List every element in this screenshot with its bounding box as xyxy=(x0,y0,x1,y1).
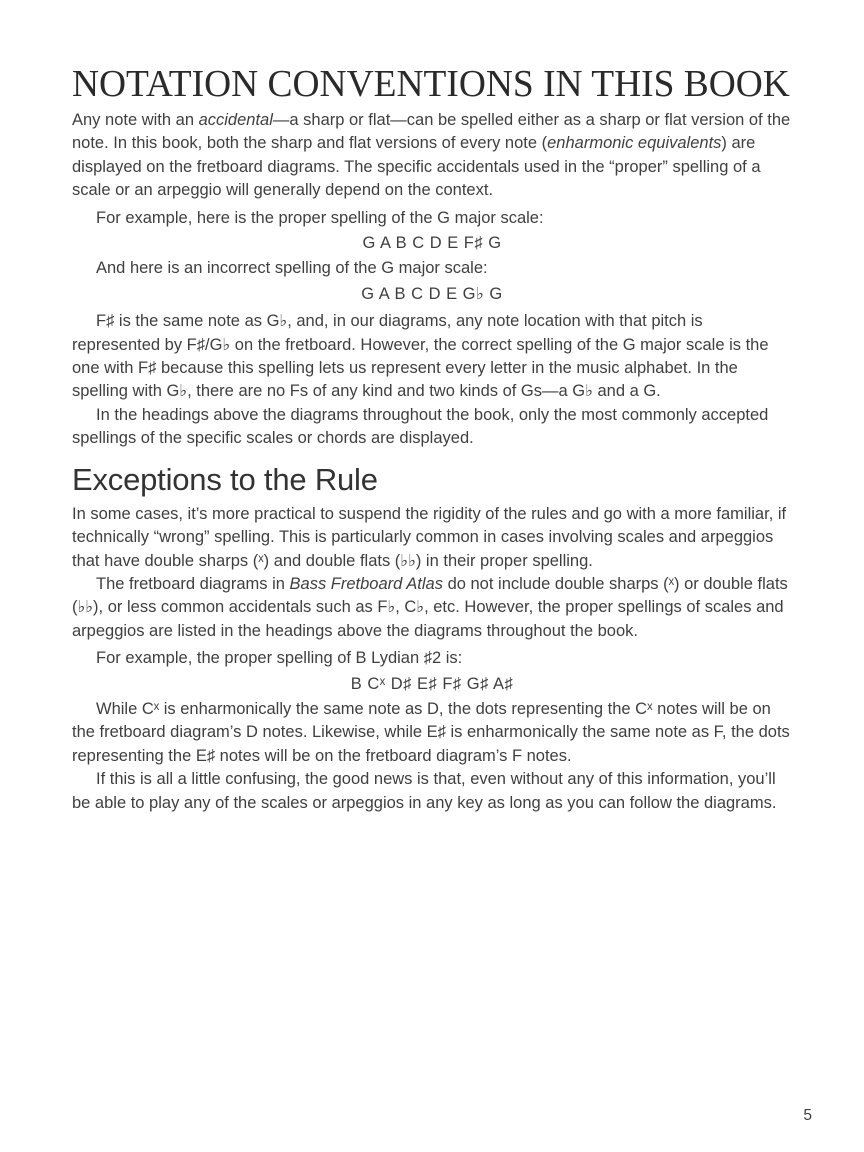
page-content xyxy=(72,64,792,815)
text-run: —a sharp or flat—can be spelled either as a sharp or flat version of the note. In this book, both the sharp and flat versions of every note ( xyxy=(72,111,791,153)
paragraph-b-lydian-intro: For example, the proper spelling of B Lydian ♯2 is: xyxy=(96,649,463,668)
paragraph-enharmonic-explanation: F♯ is the same note as G♭, and, in our diagrams, any note location with that pitch is represented by F♯/G♭ on the fretboard. However, the correct spelling of the G major scale is the one with F♯ because this spelling lets us represent every letter in the music alphabet. In the spelling with G♭, there are no Fs of any kind and two kinds of Gs—a G♭ and a G. xyxy=(72,312,769,401)
page-title: NOTATION CONVENTIONS IN THIS BOOK xyxy=(72,63,790,105)
section-heading-exceptions: Exceptions to the Rule xyxy=(72,461,378,497)
text-run: Any note with an xyxy=(72,111,199,129)
paragraph-double-sharp-explanation: While Cˣ is enharmonically the same note as D, the dots representing the Cˣ notes will be on the fretboard diagram’s D notes. Likewise, while E♯ is enharmonically the same note as F, the dots representing the E♯ notes will be on the fretboard diagram’s F notes. xyxy=(72,699,790,765)
paragraph-proper-spelling-intro: For example, here is the proper spelling of the G major scale: xyxy=(96,208,544,227)
paragraph-atlas-exclusions xyxy=(72,573,792,643)
italic-term-book-title: Bass Fretboard Atlas xyxy=(289,574,443,593)
page-number: 5 xyxy=(803,1107,812,1124)
paragraph-headings-note: In the headings above the diagrams throughout the book, only the most commonly accepted spellings of the specific scales or chords are displayed. xyxy=(72,405,769,448)
note-example-b-lydian-sharp2: B Cˣ D♯ E♯ F♯ G♯ A♯ xyxy=(350,674,514,693)
text-run: ) are displayed on the fretboard diagrams. The specific accidentals used in the “proper” spelling of a scale or an arpeggio will generally depend on the context. xyxy=(72,134,761,200)
paragraph-exceptions-intro: In some cases, it’s more practical to suspend the rigidity of the rules and go with a more familiar, if technically “wrong” spelling. This is particularly common in cases involving scales and arpeggios that have double sharps (ˣ) and double flats (♭♭) in their proper spelling. xyxy=(72,504,787,570)
note-example-g-major-incorrect: G A B C D E G♭ G xyxy=(361,284,503,303)
paragraph-incorrect-spelling-intro: And here is an incorrect spelling of the G major scale: xyxy=(96,259,488,278)
text-run: The fretboard diagrams in xyxy=(96,574,290,593)
paragraph-closing-reassurance: If this is all a little confusing, the good news is that, even without any of this information, you’ll be able to play any of the scales or arpeggios in any key as long as you can follow the diagrams. xyxy=(72,770,777,812)
paragraph-intro xyxy=(72,109,792,203)
italic-term-enharmonic-equivalents: enharmonic equivalents xyxy=(547,134,722,153)
note-example-g-major-correct: G A B C D E F♯ G xyxy=(362,234,502,253)
text-run: do not include double sharps (ˣ) or double flats (♭♭), or less common accidentals such as F♭, C♭, etc. However, the proper spellings of scales and arpeggios are listed in the headings above the diagrams throughout the book. xyxy=(72,574,788,640)
italic-term-accidental: accidental xyxy=(198,111,273,129)
